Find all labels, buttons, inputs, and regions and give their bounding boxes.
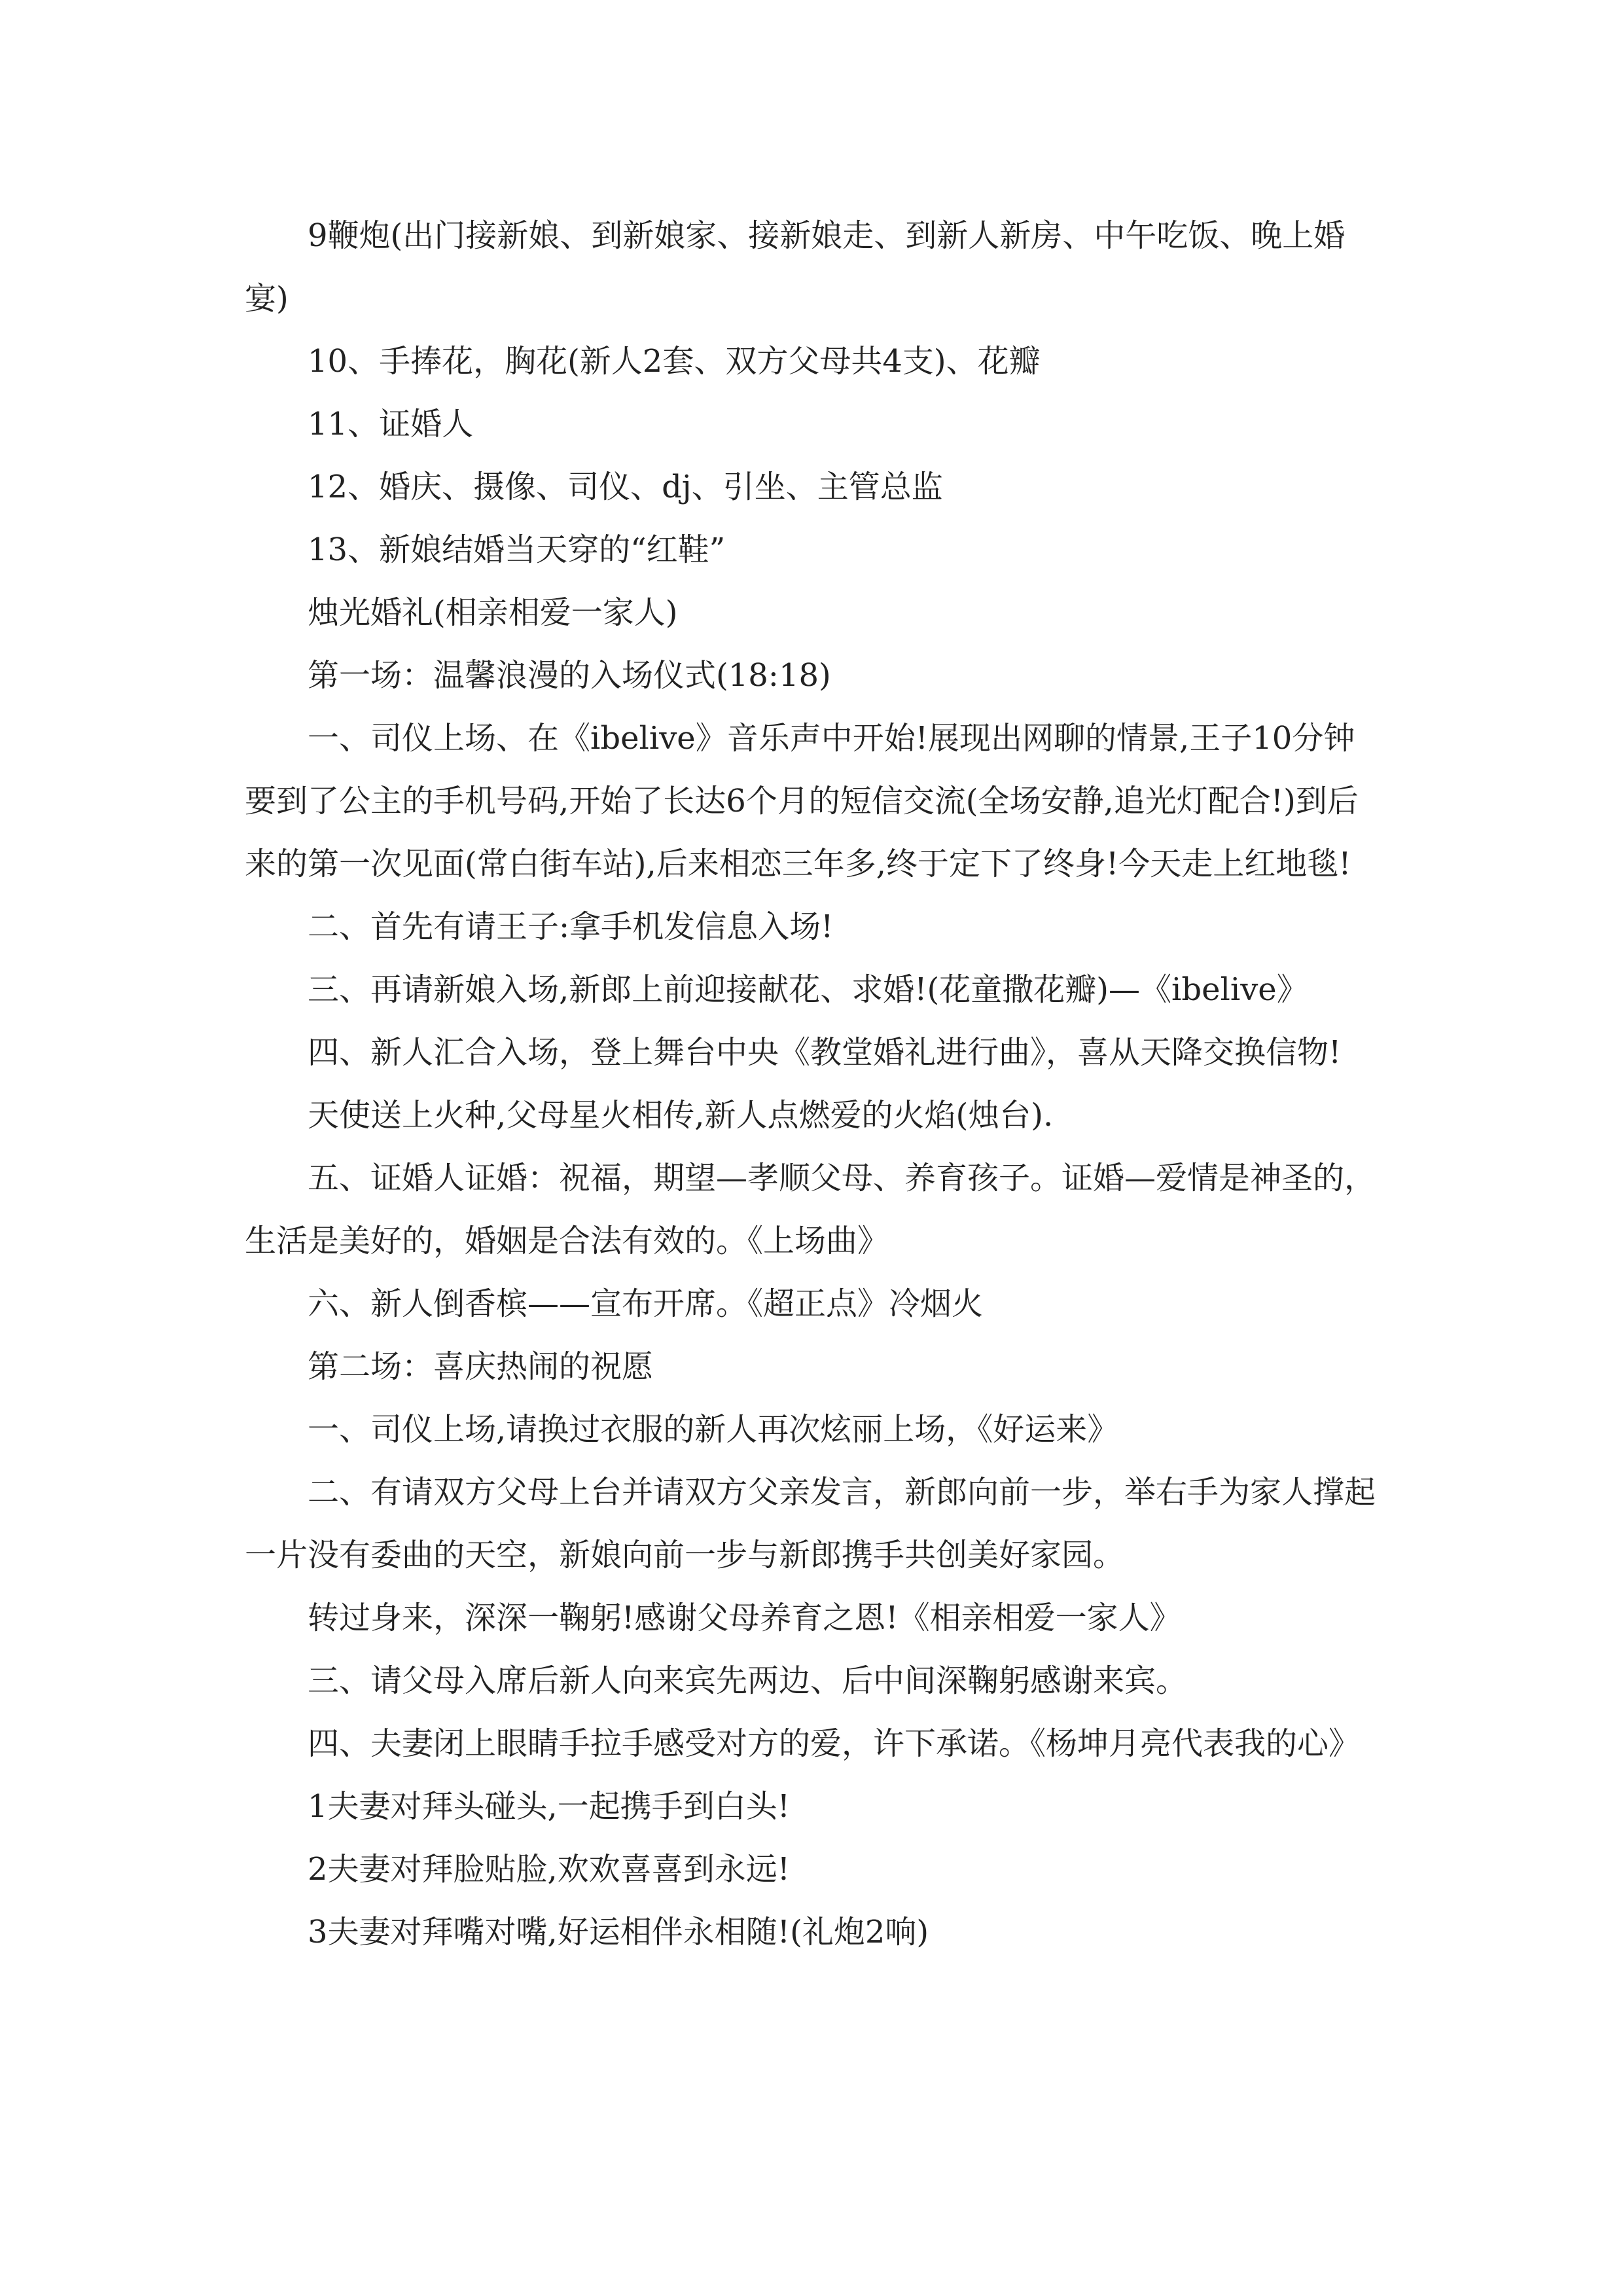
paragraph: 四、新人汇合入场，登上舞台中央《教堂婚礼进行曲》，喜从天降交换信物! <box>308 1034 1342 1071</box>
paragraph: 三、请父母入席后新人向来宾先两边、后中间深鞠躬感谢来宾。 <box>308 1662 1188 1699</box>
section-heading: 第二场：喜庆热闹的祝愿 <box>308 1348 654 1385</box>
paragraph: 一、司仪上场,请换过衣服的新人再次炫丽上场，《好运来》 <box>308 1411 1119 1448</box>
list-item: 3夫妻对拜嘴对嘴,好运相伴永相随!(礼炮2响) <box>308 1914 929 1950</box>
paragraph: 转过身来，深深一鞠躬!感谢父母养育之恩!《相亲相爱一家人》 <box>308 1600 1181 1636</box>
paragraph: 10、手捧花，胸花(新人2套、双方父母共4支)、花瓣 <box>308 343 1041 380</box>
paragraph: 13、新娘结婚当天穿的“红鞋” <box>308 531 726 568</box>
paragraph: 五、证婚人证婚：祝福，期望—孝顺父母、养育孩子。证婚—爱情是神圣的，生活是美好的，婚姻是合法有效的。《上场曲》 <box>245 1160 1376 1259</box>
paragraph: 9鞭炮(出门接新娘、到新娘家、接新娘走、到新人新房、中午吃饭、晚上婚宴) <box>245 217 1346 317</box>
paragraph: 六、新人倒香槟——宣布开席。《超正点》冷烟火 <box>308 1285 984 1322</box>
section-heading: 第一场：温馨浪漫的入场仪式(18:18) <box>308 657 831 694</box>
paragraph: 二、有请双方父母上台并请双方父亲发言，新郎向前一步，举右手为家人撑起一片没有委曲的天空，新娘向前一步与新郎携手共创美好家园。 <box>245 1474 1376 1573</box>
list-item: 2夫妻对拜脸贴脸,欢欢喜喜到永远! <box>308 1851 791 1888</box>
paragraph: 11、证婚人 <box>308 406 474 442</box>
paragraph: 12、婚庆、摄像、司仪、dj、引坐、主管总监 <box>308 469 943 505</box>
paragraph: 一、司仪上场、在《ibelive》音乐声中开始!展现出网聊的情景,王子10分钟要到了公主的手机号码,开始了长达6个月的短信交流(全场安静,追光灯配合!)到后来的第一次见面(常白街车站),后来相恋三年多,终于定下了终身!今天走上红地毯! <box>245 720 1359 882</box>
paragraph: 二、首先有请王子:拿手机发信息入场! <box>308 908 834 945</box>
section-heading: 烛光婚礼(相亲相爱一家人) <box>308 594 678 631</box>
paragraph: 三、再请新娘入场,新郎上前迎接献花、求婚!(花童撒花瓣)—《ibelive》 <box>308 971 1308 1008</box>
document-body <box>245 204 1383 1964</box>
paragraph: 四、夫妻闭上眼睛手拉手感受对方的爱，许下承诺。《杨坤月亮代表我的心》 <box>308 1725 1361 1762</box>
list-item: 1夫妻对拜头碰头,一起携手到白头! <box>308 1788 791 1825</box>
paragraph: 天使送上火种,父母星火相传,新人点燃爱的火焰(烛台). <box>308 1097 1054 1134</box>
